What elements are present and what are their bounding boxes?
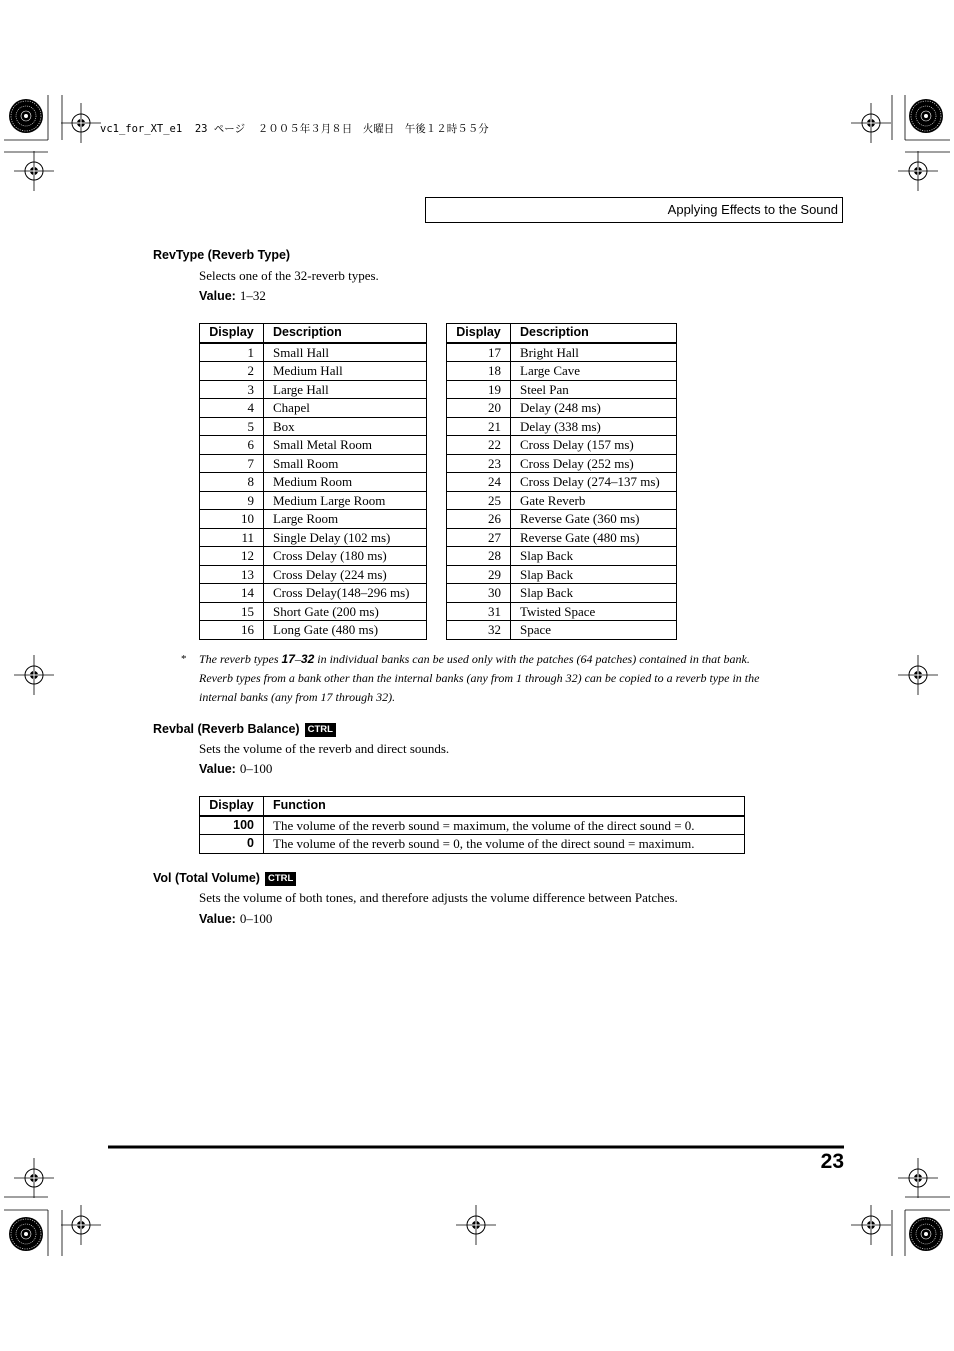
header-display: Display: [200, 797, 264, 816]
revbal-value: [199, 760, 272, 778]
table-row: [200, 602, 427, 621]
description-cell: Cross Delay (274–137 ms): [511, 473, 677, 492]
table-row: [200, 473, 427, 492]
display-cell: 21: [447, 417, 511, 436]
reverb-types-table-right: [446, 323, 677, 640]
ctrl-badge: CTRL: [305, 723, 336, 737]
display-cell: 12: [200, 547, 264, 566]
display-cell: 27: [447, 528, 511, 547]
description-cell: Delay (338 ms): [511, 417, 677, 436]
description-cell: Cross Delay (224 ms): [264, 565, 427, 584]
display-cell: 18: [447, 362, 511, 381]
table-header-row: [447, 324, 677, 343]
value-label: Value:: [199, 762, 236, 776]
description-cell: Slap Back: [511, 584, 677, 603]
description-cell: Single Delay (102 ms): [264, 528, 427, 547]
registration-mark-icon: [898, 655, 938, 695]
table-row: [447, 547, 677, 566]
revtype-description: Selects one of the 32-reverb types.: [199, 268, 379, 283]
display-cell: 19: [447, 380, 511, 399]
description-cell: Space: [511, 621, 677, 640]
reverb-balance-table: [199, 796, 745, 854]
table-row: [447, 584, 677, 603]
vol-title: Vol (Total Volume) CTRL: [153, 871, 296, 886]
display-cell: 26: [447, 510, 511, 529]
revbal-description: Sets the volume of the reverb and direct sounds.: [199, 741, 450, 756]
description-cell: Steel Pan: [511, 380, 677, 399]
description-cell: Large Hall: [264, 380, 427, 399]
table-header-row: [200, 324, 427, 343]
description-cell: Box: [264, 417, 427, 436]
description-cell: Small Hall: [264, 343, 427, 362]
note-marker: *: [181, 653, 187, 665]
display-cell: 15: [200, 602, 264, 621]
description-cell: Small Room: [264, 454, 427, 473]
header-display: Display: [200, 324, 264, 343]
revbal-title: Revbal (Reverb Balance) CTRL: [153, 722, 336, 737]
value-range: 0–100: [239, 911, 273, 926]
revtype-value: [199, 287, 266, 305]
table-row: [447, 510, 677, 529]
display-cell: 4: [200, 399, 264, 418]
display-cell: 8: [200, 473, 264, 492]
display-cell: 5: [200, 417, 264, 436]
display-cell: 28: [447, 547, 511, 566]
description-cell: Short Gate (200 ms): [264, 602, 427, 621]
display-cell: 16: [200, 621, 264, 640]
description-cell: Medium Room: [264, 473, 427, 492]
running-header: Applying Effects to the Sound: [425, 197, 843, 223]
description-cell: Cross Delay (252 ms): [511, 454, 677, 473]
ctrl-badge: CTRL: [265, 872, 296, 886]
display-cell: 29: [447, 565, 511, 584]
star-target-icon: [909, 99, 943, 133]
display-cell: 20: [447, 399, 511, 418]
description-cell: Medium Large Room: [264, 491, 427, 510]
table-row: [447, 528, 677, 547]
description-cell: The volume of the reverb sound = maximum, the volume of the direct sound = 0.: [264, 816, 745, 835]
vol-value: [199, 910, 272, 928]
description-cell: Medium Hall: [264, 362, 427, 381]
registration-mark-icon: [898, 151, 938, 191]
star-target-icon: [909, 1217, 943, 1251]
note-line-3: internal banks (any from 17 through 32).: [199, 690, 396, 704]
description-cell: Cross Delay (157 ms): [511, 436, 677, 455]
table-row: [200, 399, 427, 418]
description-cell: Cross Delay(148–296 ms): [264, 584, 427, 603]
display-cell: 22: [447, 436, 511, 455]
description-cell: Cross Delay (180 ms): [264, 547, 427, 566]
table-row: [447, 362, 677, 381]
header-description: Description: [264, 324, 427, 343]
display-cell: 3: [200, 380, 264, 399]
table-row: [200, 547, 427, 566]
display-cell: 31: [447, 602, 511, 621]
print-header: vc1_for_XT_e1 23 ページ ２００５年３月８日 火曜日 午後１２時５５分: [100, 123, 489, 135]
display-cell: 17: [447, 343, 511, 362]
header-display: Display: [447, 324, 511, 343]
display-cell: 2: [200, 362, 264, 381]
value-label: Value:: [199, 912, 236, 926]
table-header-row: [200, 797, 745, 816]
table-row: [200, 417, 427, 436]
display-cell: 14: [200, 584, 264, 603]
table-row: [447, 454, 677, 473]
registration-mark-icon: [898, 1158, 938, 1198]
description-cell: Twisted Space: [511, 602, 677, 621]
table-row: [447, 565, 677, 584]
note-line-2: Reverb types from a bank other than the internal banks (any from 1 through 32) can be copied to a reverb type in the: [199, 671, 760, 685]
description-cell: Slap Back: [511, 547, 677, 566]
description-cell: Small Metal Room: [264, 436, 427, 455]
table-row: [200, 380, 427, 399]
description-cell: Bright Hall: [511, 343, 677, 362]
header-function: Function: [264, 797, 745, 816]
registration-mark-icon: [851, 1205, 891, 1245]
description-cell: Large Room: [264, 510, 427, 529]
description-cell: Gate Reverb: [511, 491, 677, 510]
table-row: [200, 362, 427, 381]
reverb-note: [181, 650, 821, 707]
star-target-icon: [9, 99, 43, 133]
reverb-types-table-left: [199, 323, 427, 640]
display-cell: 0: [200, 835, 264, 854]
star-target-icon: [9, 1217, 43, 1251]
table-row: [447, 399, 677, 418]
table-row: [447, 343, 677, 362]
display-cell: 100: [200, 816, 264, 835]
table-row: [200, 835, 745, 854]
table-row: [200, 621, 427, 640]
description-cell: Reverse Gate (360 ms): [511, 510, 677, 529]
registration-mark-icon: [14, 1158, 54, 1198]
table-row: [200, 565, 427, 584]
display-cell: 7: [200, 454, 264, 473]
display-cell: 25: [447, 491, 511, 510]
table-row: [200, 436, 427, 455]
page-number: 23: [820, 1150, 844, 1173]
table-row: [447, 436, 677, 455]
display-cell: 11: [200, 528, 264, 547]
display-cell: 23: [447, 454, 511, 473]
description-cell: Slap Back: [511, 565, 677, 584]
display-cell: 24: [447, 473, 511, 492]
registration-mark-icon: [456, 1205, 496, 1245]
registration-mark-icon: [14, 655, 54, 695]
table-row: [200, 491, 427, 510]
value-label: Value:: [199, 289, 236, 303]
table-row: [200, 510, 427, 529]
revtype-title: RevType (Reverb Type): [153, 248, 291, 262]
registration-mark-icon: [61, 103, 101, 143]
display-cell: 1: [200, 343, 264, 362]
table-row: [447, 602, 677, 621]
table-row: [200, 816, 745, 835]
display-cell: 30: [447, 584, 511, 603]
table-row: [200, 343, 427, 362]
value-range: 0–100: [239, 761, 273, 776]
description-cell: Chapel: [264, 399, 427, 418]
header-description: Description: [511, 324, 677, 343]
display-cell: 10: [200, 510, 264, 529]
description-cell: Large Cave: [511, 362, 677, 381]
display-cell: 6: [200, 436, 264, 455]
description-cell: Long Gate (480 ms): [264, 621, 427, 640]
display-cell: 32: [447, 621, 511, 640]
registration-mark-icon: [851, 103, 891, 143]
registration-mark-icon: [61, 1205, 101, 1245]
table-row: [200, 584, 427, 603]
table-row: [447, 417, 677, 436]
display-cell: 13: [200, 565, 264, 584]
registration-mark-icon: [14, 151, 54, 191]
description-cell: Delay (248 ms): [511, 399, 677, 418]
value-range: 1–32: [239, 288, 266, 303]
table-row: [200, 454, 427, 473]
table-row: [447, 380, 677, 399]
table-row: [200, 528, 427, 547]
vol-description: Sets the volume of both tones, and therefore adjusts the volume difference between Patches.: [199, 890, 678, 905]
table-row: [447, 473, 677, 492]
table-row: [447, 621, 677, 640]
description-cell: The volume of the reverb sound = 0, the volume of the direct sound = maximum.: [264, 835, 745, 854]
description-cell: Reverse Gate (480 ms): [511, 528, 677, 547]
table-row: [447, 491, 677, 510]
display-cell: 9: [200, 491, 264, 510]
note-line-1: The reverb types 17–32 in individual banks can be used only with the patches (64 patches) contained in that bank.: [199, 652, 750, 666]
